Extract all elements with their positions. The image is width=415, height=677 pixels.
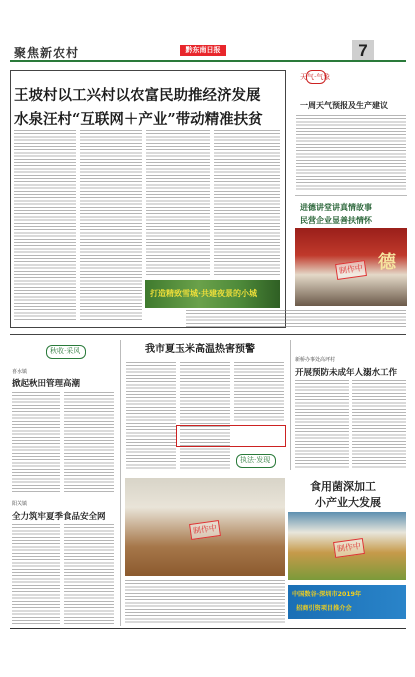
section-title: 聚焦新农村 [14, 46, 80, 60]
food-stamp: 制作中 [189, 520, 221, 540]
lead-body-col-2 [80, 130, 142, 320]
lead-body-col-1 [14, 130, 76, 320]
column-divider [120, 340, 121, 626]
charity-stamp: 制作中 [335, 260, 367, 280]
ad-line-1: 中国数谷·深圳市2019年 [292, 591, 362, 598]
left-body-2b [64, 524, 114, 624]
ad-line-2: 招商引资项目推介会 [296, 605, 352, 612]
weather-headline[interactable]: 一周天气预报及生产建议 [300, 100, 388, 110]
food-headline-1[interactable]: 食用菌深加工 [310, 480, 376, 493]
food-body [125, 580, 285, 624]
left-headline-2[interactable]: 全力筑牢夏季食品安全网 [12, 512, 106, 522]
lead-photo-banner: 打造精致雪城·共建夜景的小城 [150, 289, 258, 298]
right-kicker: 新桥办事处高坪村 [295, 357, 336, 363]
corn-body-1 [126, 362, 176, 470]
divider [295, 195, 407, 196]
corn-body-3 [234, 362, 284, 422]
column-divider-right [290, 340, 291, 470]
newspaper-logo: 黔东南日报 [180, 45, 226, 56]
photo-backdrop-glyph: 德 [378, 252, 396, 273]
header-rule [10, 60, 406, 62]
lead-body-col-3 [146, 130, 210, 275]
left-body-2 [12, 524, 60, 624]
corn-body-2 [180, 362, 230, 470]
weather-column-label: 天气·气象 [300, 73, 331, 81]
left-headline-1[interactable]: 掀起秋田管理高潮 [12, 379, 81, 389]
left-body-1 [12, 392, 60, 492]
corn-warning-headline[interactable]: 我市夏玉米高温热害预警 [145, 344, 255, 355]
lead-headline-1[interactable]: 王坡村以工兴村以农富民助推经济发展 [14, 87, 261, 104]
section-divider [10, 334, 406, 335]
charity-headline-1[interactable]: 进德讲堂讲真情故事 [300, 202, 372, 212]
food-headline-2[interactable]: 小产业大发展 [315, 496, 381, 509]
left-body-1b [64, 392, 114, 492]
charity-headline-2[interactable]: 民营企业显善扶情怀 [300, 215, 372, 225]
lead-headline-2[interactable]: 水泉汪村“互联网＋产业”带动精准扶贫 [14, 111, 263, 128]
enforcement-column-label: 执法·发现 [240, 456, 271, 464]
charity-body [186, 310, 406, 328]
corn-notice-box [176, 425, 286, 447]
left-kicker-1: 喜水镇 [12, 369, 28, 375]
right-body-2 [352, 380, 406, 468]
lead-body-col-4 [214, 130, 280, 275]
left-kicker-2: 阳关镇 [12, 501, 28, 507]
page-number: 7 [352, 40, 374, 62]
right-headline[interactable]: 开展预防未成年人溺水工作 [295, 368, 398, 378]
harvest-column-label: 秋收·采风 [50, 347, 81, 355]
right-body-1 [295, 380, 349, 468]
footer-rule [10, 628, 406, 629]
weather-body [296, 115, 406, 190]
shelf-stamp: 制作中 [333, 538, 365, 558]
